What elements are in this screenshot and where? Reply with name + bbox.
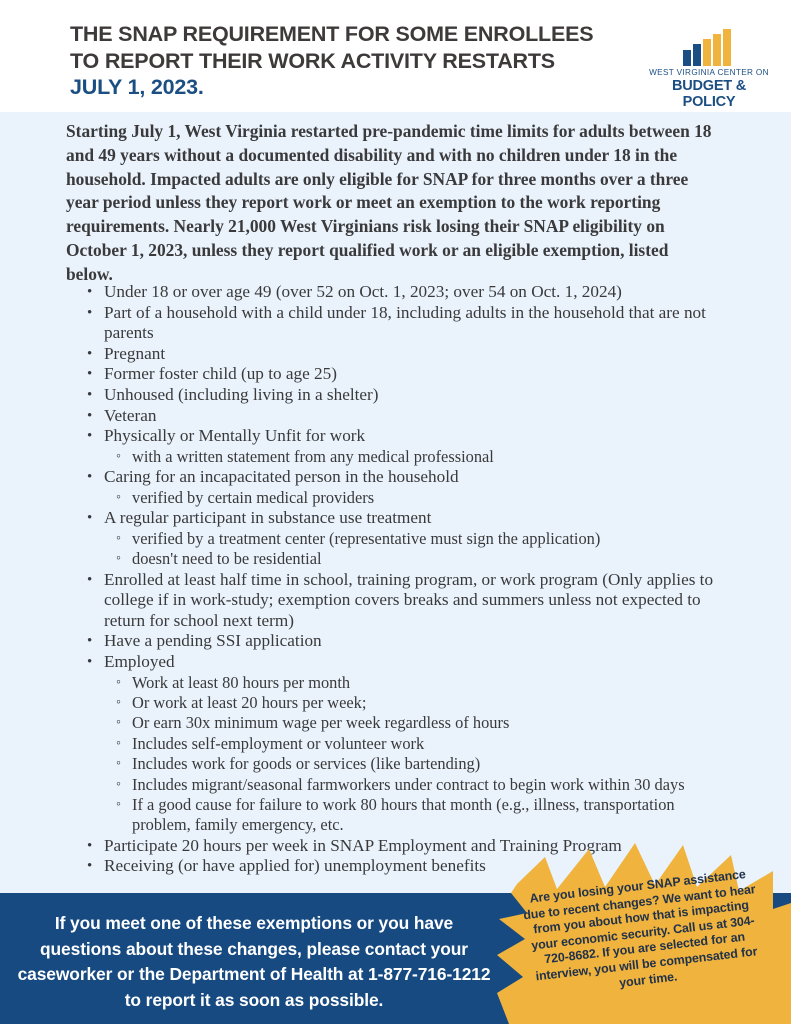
footer-contact-message: If you meet one of these exemptions or you have questions about these changes, please contact your caseworker or the Department of Health at 1-877-716-1212 to report it as soon as possible. [17,913,491,1010]
wvcbp-logo [645,30,773,110]
logo-org-line-1: WEST VIRGINIA CENTER ON [649,68,769,77]
exemption-item-label: • Under 18 or over age 49 (over 52 on Oct. 1, 2023; over 54 on Oct. 1, 2024) [104,282,724,303]
header-band [0,0,791,112]
exemption-subitem: ◦ doesn't need to be residential [132,549,724,569]
exemption-subitem: ◦ verified by certain medical providers [132,488,724,508]
exemption-subitem-list [104,529,724,570]
exemption-item-label: • Have a pending SSI application [104,631,724,652]
exemption-item [104,282,724,303]
title-line-2: TO REPORT THEIR WORK ACTIVITY RESTARTS [70,48,555,73]
exemption-subitem: ◦ Or work at least 20 hours per week; [132,693,724,713]
exemption-subitem: ◦ Includes migrant/seasonal farmworkers under contract to begin work within 30 days [132,775,724,795]
exemption-item [104,652,724,836]
exemption-item [104,364,724,385]
exemption-item [104,303,724,344]
exemption-item [104,570,724,632]
exemption-item-label: • Receiving (or have applied for) unemployment benefits [104,856,724,877]
exemption-subitem: ◦ Includes self-employment or volunteer work [132,734,724,754]
exemption-item [104,467,724,508]
title-effective-date: JULY 1, 2023. [70,75,204,99]
exemption-item [104,406,724,427]
logo-org-line-2: BUDGET & POLICY [671,78,747,110]
content-area [0,112,791,893]
exemption-item-label: • Enrolled at least half time in school, training program, or work program (Only applies to college if in work-study; exemption covers breaks and summers unless not expected to return for school next term) [104,570,724,632]
exemption-subitem-list [104,673,724,836]
exemption-item-label: • Caring for an incapacitated person in the household [104,467,724,488]
exemption-item-label: • Employed [104,652,724,673]
exemption-subitem-list [104,447,724,467]
page-title [70,21,630,101]
title-line-1: THE SNAP REQUIREMENT FOR SOME ENROLLEES [70,22,594,46]
exemption-subitem: ◦ Work at least 80 hours per month [132,673,724,693]
logo-bar-2 [693,44,701,66]
exemption-subitem-list [104,488,724,508]
exemptions-list [84,282,724,877]
logo-bar-1 [683,50,691,66]
exemption-subitem: ◦ with a written statement from any medical professional [132,447,724,467]
exemption-item [104,344,724,365]
exemption-item-label: • A regular participant in substance use treatment [104,508,724,529]
exemption-item-label: • Participate 20 hours per week in SNAP Employment and Training Program [104,836,724,857]
exemption-item-label: • Unhoused (including living in a shelter) [104,385,724,406]
exemption-item-label: • Former foster child (up to age 25) [104,364,724,385]
exemption-item-label: • Physically or Mentally Unfit for work [104,426,724,447]
logo-bar-5 [723,29,731,66]
exemption-item-label: • Part of a household with a child under 18, including adults in the household that are not parents [104,303,724,344]
logo-bar-3 [703,39,711,66]
logo-bar-4 [713,34,721,66]
exemption-item [104,385,724,406]
exemption-item [104,631,724,652]
exemption-item-label: • Veteran [104,406,724,427]
exemption-subitem: ◦ verified by a treatment center (representative must sign the application) [132,529,724,549]
starburst-callout [497,843,791,1024]
exemption-item-label: • Pregnant [104,344,724,365]
exemption-subitem: ◦ Or earn 30x minimum wage per week regardless of hours [132,713,724,733]
intro-paragraph: Starting July 1, West Virginia restarted pre-pandemic time limits for adults between 18 and 49 years without a documented disability and with no children under 18 in the household. Impacted adults are only eligible for SNAP for three months over a three year period unless they report work or meet an exemption to the work reporting requirements. Nearly 21,000 West Virginians risk losing their SNAP eligibility on October 1, 2023, unless they report qualified work or an eligible exemption, listed below. [66,121,712,284]
exemption-subitem: ◦ If a good cause for failure to work 80 hours that month (e.g., illness, transportation problem, family emergency, etc. [132,795,724,836]
exemptions-list-wrap [84,282,724,877]
exemption-item [104,426,724,467]
starburst-message: Are you losing your SNAP assistance due to recent changes? We want to hear from you about how that is impacting your economic security. Call us at 304-720-8682. If you are selected for an interview, you will be compensated for your time. [522,867,758,990]
bar-chart-icon [683,30,735,66]
exemption-subitem: ◦ Includes work for goods or services (like bartending) [132,754,724,774]
exemption-item [104,508,724,569]
